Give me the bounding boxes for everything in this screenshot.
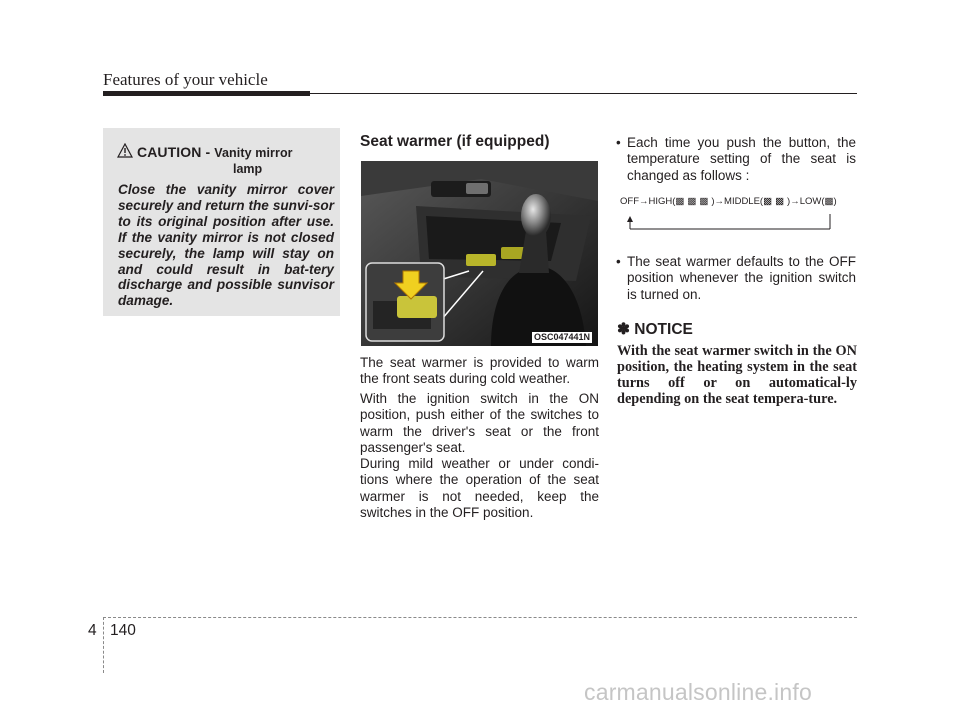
- seq-arrow: →: [790, 196, 800, 207]
- image-code: OSC047441N: [534, 332, 591, 342]
- bullet-dot: •: [616, 135, 621, 150]
- seq-arrow: →: [639, 196, 649, 207]
- caution-label: CAUTION -: [137, 144, 211, 160]
- notice-text: With the seat warmer switch in the ON position, the heating system in the seat turns off or on automatical-ly depending on the seat tempera-ture.: [617, 343, 857, 407]
- header-title: Features of your vehicle: [103, 70, 268, 89]
- bullet-dot: •: [616, 254, 621, 269]
- section-title: Seat warmer (if equipped): [360, 133, 550, 150]
- seq-middle: MIDDLE(: [724, 196, 764, 207]
- seq-close: ): [711, 196, 715, 207]
- watermark: carmanualsonline.info: [584, 679, 812, 705]
- paragraph-3: During mild weather or under condi-tions where the operation of the seat warmer is not needed, keep the switches in the OFF position.: [360, 456, 599, 520]
- heat-middle-icon: ▩▩: [763, 196, 788, 207]
- console-illustration: [361, 161, 598, 346]
- caution-subject-line2: lamp: [233, 162, 263, 176]
- seq-close: ): [787, 196, 791, 207]
- footer-vertical-rule: [103, 617, 104, 673]
- caution-subject-line1: Vanity mirror: [214, 146, 293, 160]
- warmer-sequence-diagram: [620, 196, 860, 236]
- seq-off: OFF: [620, 196, 639, 207]
- bullet-1-text: Each time you push the button, the temperature setting of the seat is changed as follows :: [627, 135, 856, 183]
- bullet-2-text: The seat warmer defaults to the OFF position whenever the ignition switch is turned on.: [627, 254, 856, 302]
- footer-rule: [103, 617, 857, 618]
- page-number: 140: [110, 622, 136, 639]
- chapter-number: 4: [88, 622, 97, 639]
- caution-box: [103, 128, 340, 316]
- seat-warmer-photo: [361, 161, 598, 346]
- seq-close: ): [833, 196, 837, 207]
- heat-high-icon: ▩▩▩: [675, 196, 712, 207]
- seq-arrow: →: [714, 196, 725, 207]
- caution-text: Close the vanity mirror cover securely and return the sunvi-sor to its original position after use. If the vanity mirror is not closed securely, the lamp will stay on and could result in bat-tery discharge and possible sunvisor damage.: [118, 182, 334, 309]
- bullet-2: [616, 254, 856, 303]
- paragraph-2: With the ignition switch in the ON position, push either of the switches to warm the driver's seat or the front passenger's seat.: [360, 391, 599, 455]
- return-arrow-icon: [620, 196, 860, 236]
- heat-low-icon: ▩: [824, 196, 834, 207]
- paragraph-1: The seat warmer is provided to warm the front seats during cold weather.: [360, 355, 599, 387]
- bullet-1: [616, 135, 856, 184]
- warning-triangle-icon: [117, 143, 133, 158]
- seq-low: LOW(: [799, 196, 825, 207]
- notice-title: ✽ NOTICE: [617, 321, 693, 338]
- header-rule: [103, 93, 857, 94]
- seq-high: HIGH(: [648, 196, 676, 207]
- caution-title: [137, 144, 293, 160]
